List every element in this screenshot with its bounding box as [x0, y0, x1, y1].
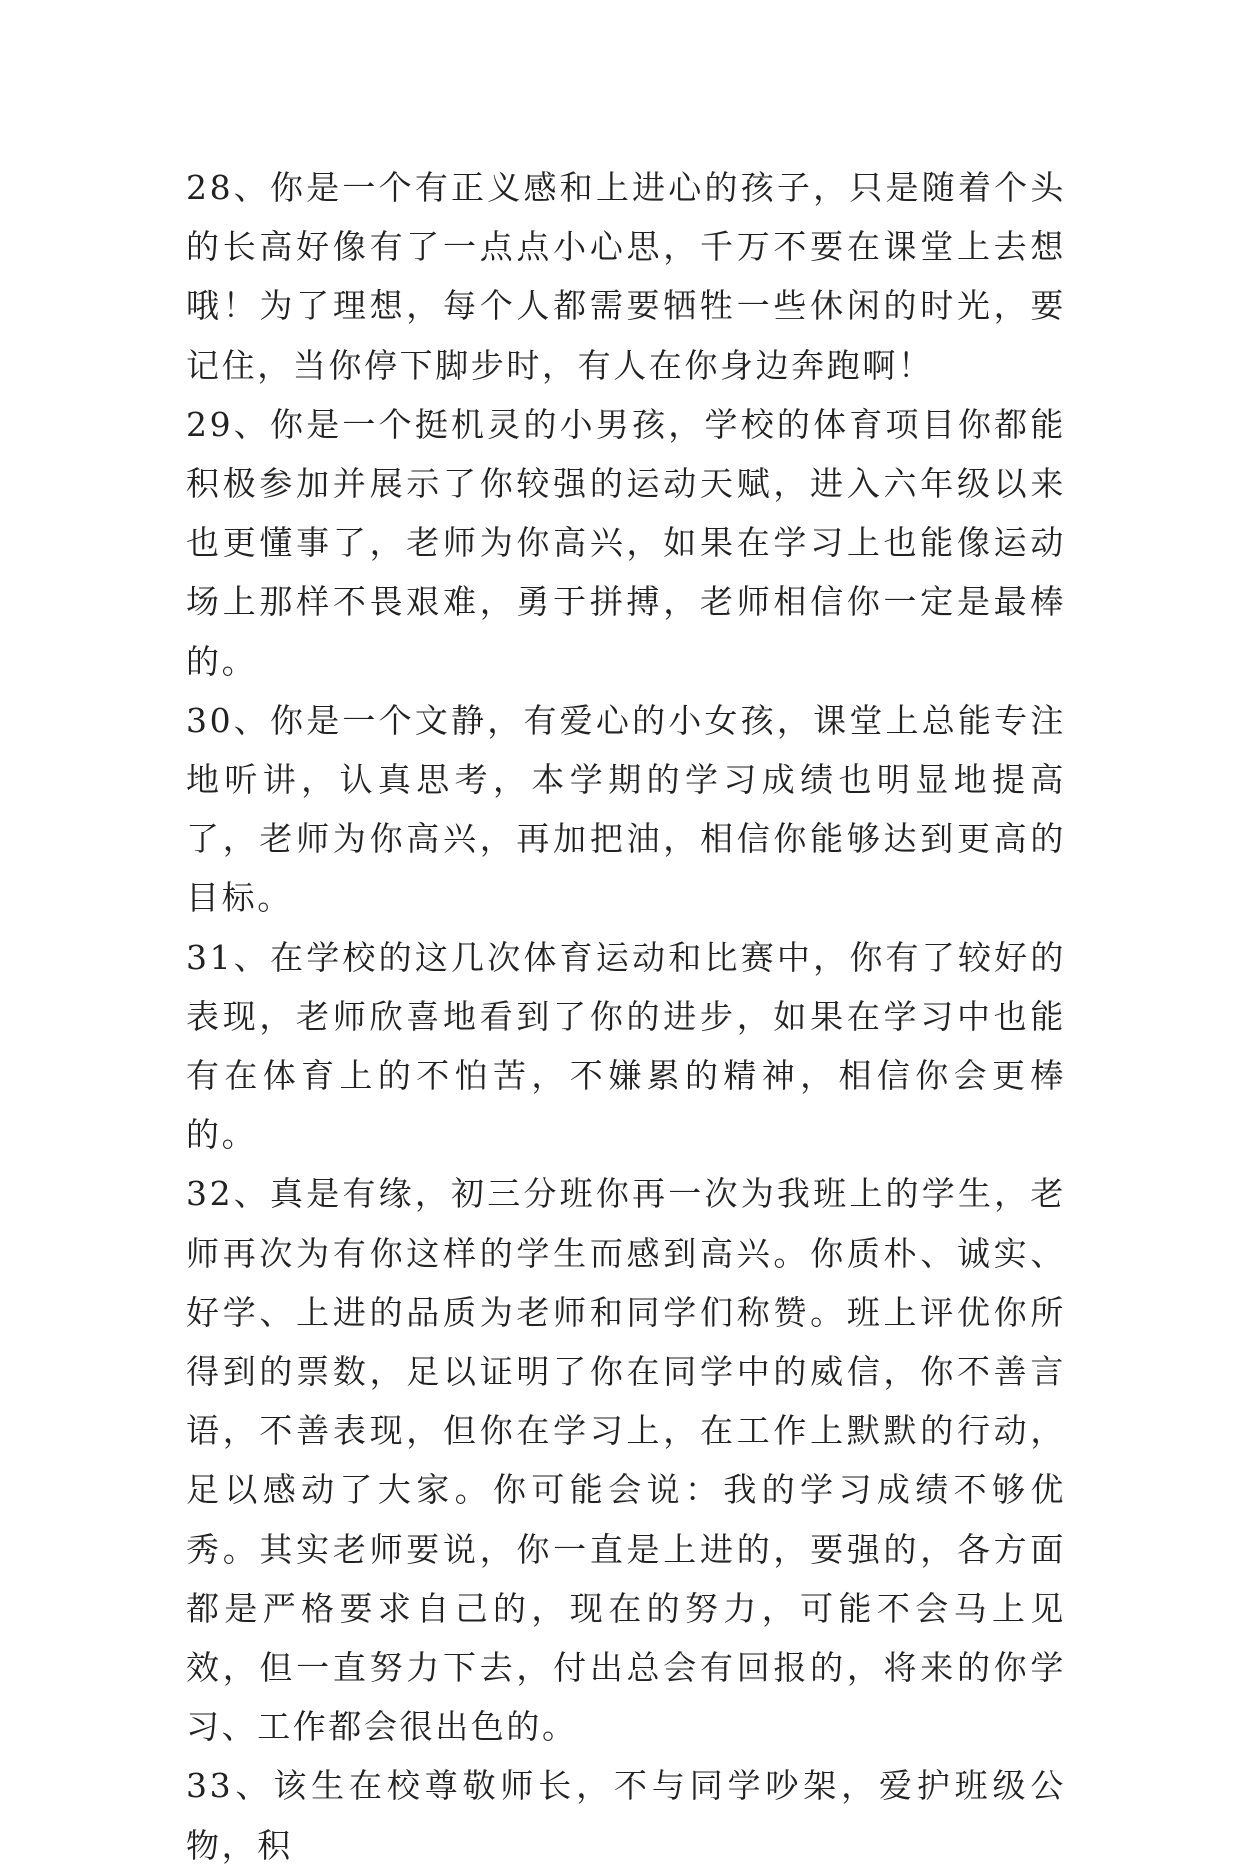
comment-paragraph-33: 33、该生在校尊敬师长，不与同学吵架，爱护班级公物，积 — [186, 1766, 1066, 1865]
comment-paragraph-32: 32、真是有缘，初三分班你再一次为我班上的学生，老师再次为有你这样的学生而感到高兴。你质朴、诚实、好学、上进的品质为老师和同学们称赞。班上评优你所得到的票数，足以证明了你在同学中的威信，你不善言语，不善表现，但你在学习上，在工作上默默的行动，足以感动了大家。你可能会说：我的学习成绩不够优秀。其实老师要说，你一直是上进的，要强的，各方面都是严格要求自己的，现在的努力，可能不会马上见效，但一直努力下去，付出总会有回报的，将来的你学习、工作都会很出色的。 — [186, 1174, 1066, 1747]
document-body — [186, 158, 1066, 1875]
comment-paragraph-28: 28、你是一个有正义感和上进心的孩子，只是随着个头的长高好像有了一点点小心思，千万不要在课堂上去想哦！为了理想，每个人都需要牺牲一些休闲的时光，要记住，当你停下脚步时，有人在你身边奔跑啊！ — [186, 168, 1066, 385]
comment-paragraph-29: 29、你是一个挺机灵的小男孩，学校的体育项目你都能积极参加并展示了你较强的运动天赋，进入六年级以来也更懂事了，老师为你高兴，如果在学习上也能像运动场上那样不畏艰难，勇于拼搏，老师相信你一定是最棒的。 — [186, 404, 1066, 681]
comment-paragraph-30: 30、你是一个文静，有爱心的小女孩，课堂上总能专注地听讲，认真思考，本学期的学习成绩也明显地提高了，老师为你高兴，再加把油，相信你能够达到更高的目标。 — [186, 700, 1066, 918]
comment-paragraph-31: 31、在学校的这几次体育运动和比赛中，你有了较好的表现，老师欣喜地看到了你的进步，如果在学习中也能有在体育上的不怕苦，不嫌累的精神，相信你会更棒的。 — [186, 937, 1066, 1155]
